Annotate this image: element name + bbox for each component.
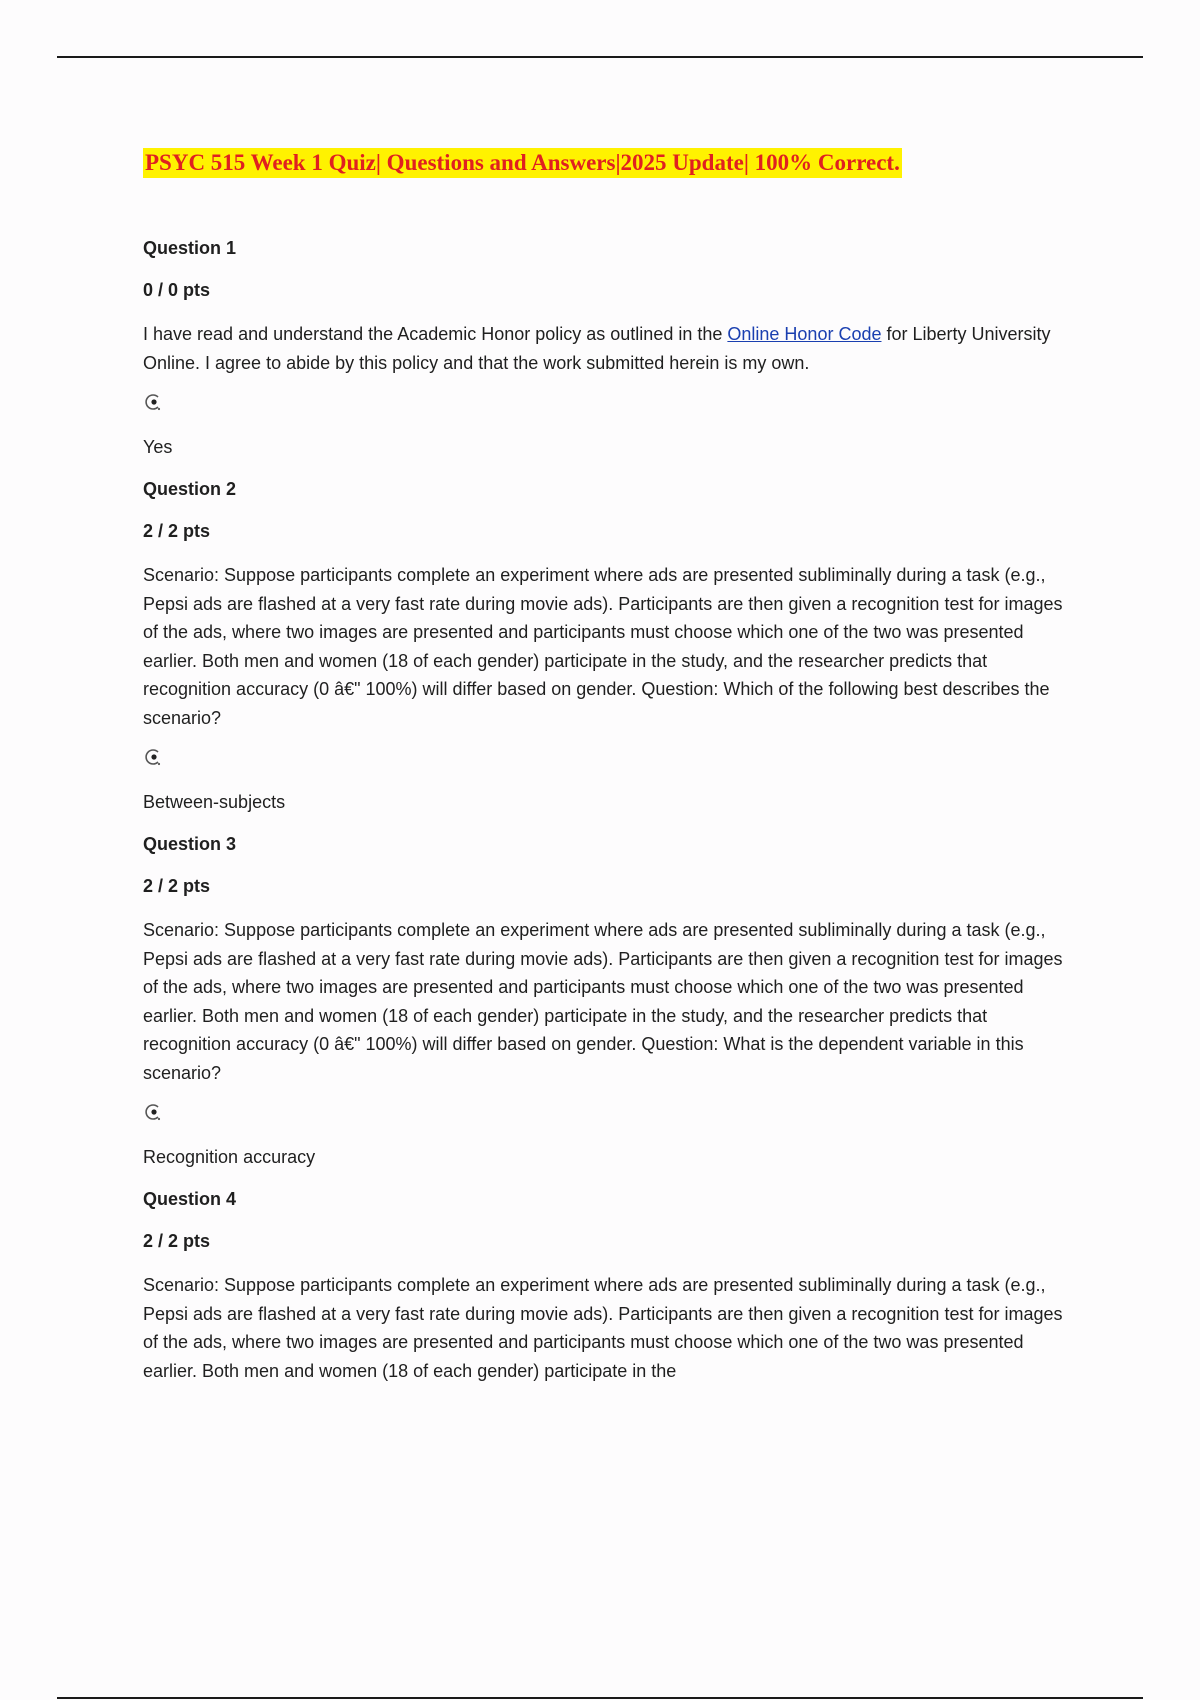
question-heading: Question 2 <box>143 479 237 499</box>
question-points: 2 / 2 pts <box>143 1231 211 1251</box>
selected-answer: Recognition accuracy <box>143 1147 316 1167</box>
question-text-part: for Liberty University Online. I agree to abide by this policy and that the work submitted herein is my own. <box>143 324 1051 373</box>
question-3 <box>143 832 1063 1169</box>
radio-selected-icon <box>143 746 165 768</box>
question-heading: Question 1 <box>143 238 237 258</box>
question-text: Scenario: Suppose participants complete an experiment where ads are presented subliminally during a task (e.g., Pepsi ads are flashed at a very fast rate during movie ads). Participants are then given a recognition test for images of the ads, where two images are presented and participants must choose which one of the two was presented earlier. Both men and women (18 of each gender) participate in the study, and the researcher predicts that recognition accuracy (0 â€" 100%) will differ based on gender. Question: What is the dependent variable in this scenario? <box>143 920 1063 1083</box>
question-text-part: I have read and understand the Academic Honor policy as outlined in the <box>143 324 728 344</box>
question-points: 2 / 2 pts <box>143 876 211 896</box>
online-honor-code-link[interactable]: Online Honor Code <box>727 324 882 344</box>
question-points: 2 / 2 pts <box>143 521 211 541</box>
selected-answer: Yes <box>143 437 173 457</box>
question-text <box>143 320 1063 377</box>
question-2 <box>143 477 1063 814</box>
question-points: 0 / 0 pts <box>143 280 211 300</box>
document-body <box>143 148 1063 1399</box>
question-text: Scenario: Suppose participants complete an experiment where ads are presented subliminally during a task (e.g., Pepsi ads are flashed at a very fast rate during movie ads). Participants are then given a recognition test for images of the ads, where two images are presented and participants must choose which one of the two was presented earlier. Both men and women (18 of each gender) participate in the study, and the researcher predicts that recognition accuracy (0 â€" 100%) will differ based on gender. Question: Which of the following best describes the scenario? <box>143 565 1063 728</box>
question-4 <box>143 1187 1063 1385</box>
top-divider <box>57 56 1143 58</box>
radio-selected-icon <box>143 1101 165 1123</box>
document-title: PSYC 515 Week 1 Quiz| Questions and Answers|2025 Update| 100% Correct. <box>143 148 902 178</box>
selected-answer: Between-subjects <box>143 792 286 812</box>
question-text: Scenario: Suppose participants complete an experiment where ads are presented subliminally during a task (e.g., Pepsi ads are flashed at a very fast rate during movie ads). Participants are then given a recognition test for images of the ads, where two images are presented and participants must choose which one of the two was presented earlier. Both men and women (18 of each gender) participate in the <box>143 1275 1063 1381</box>
question-1 <box>143 236 1063 459</box>
bottom-divider <box>57 1697 1143 1699</box>
radio-selected-icon <box>143 391 165 413</box>
question-heading: Question 4 <box>143 1189 237 1209</box>
question-heading: Question 3 <box>143 834 237 854</box>
